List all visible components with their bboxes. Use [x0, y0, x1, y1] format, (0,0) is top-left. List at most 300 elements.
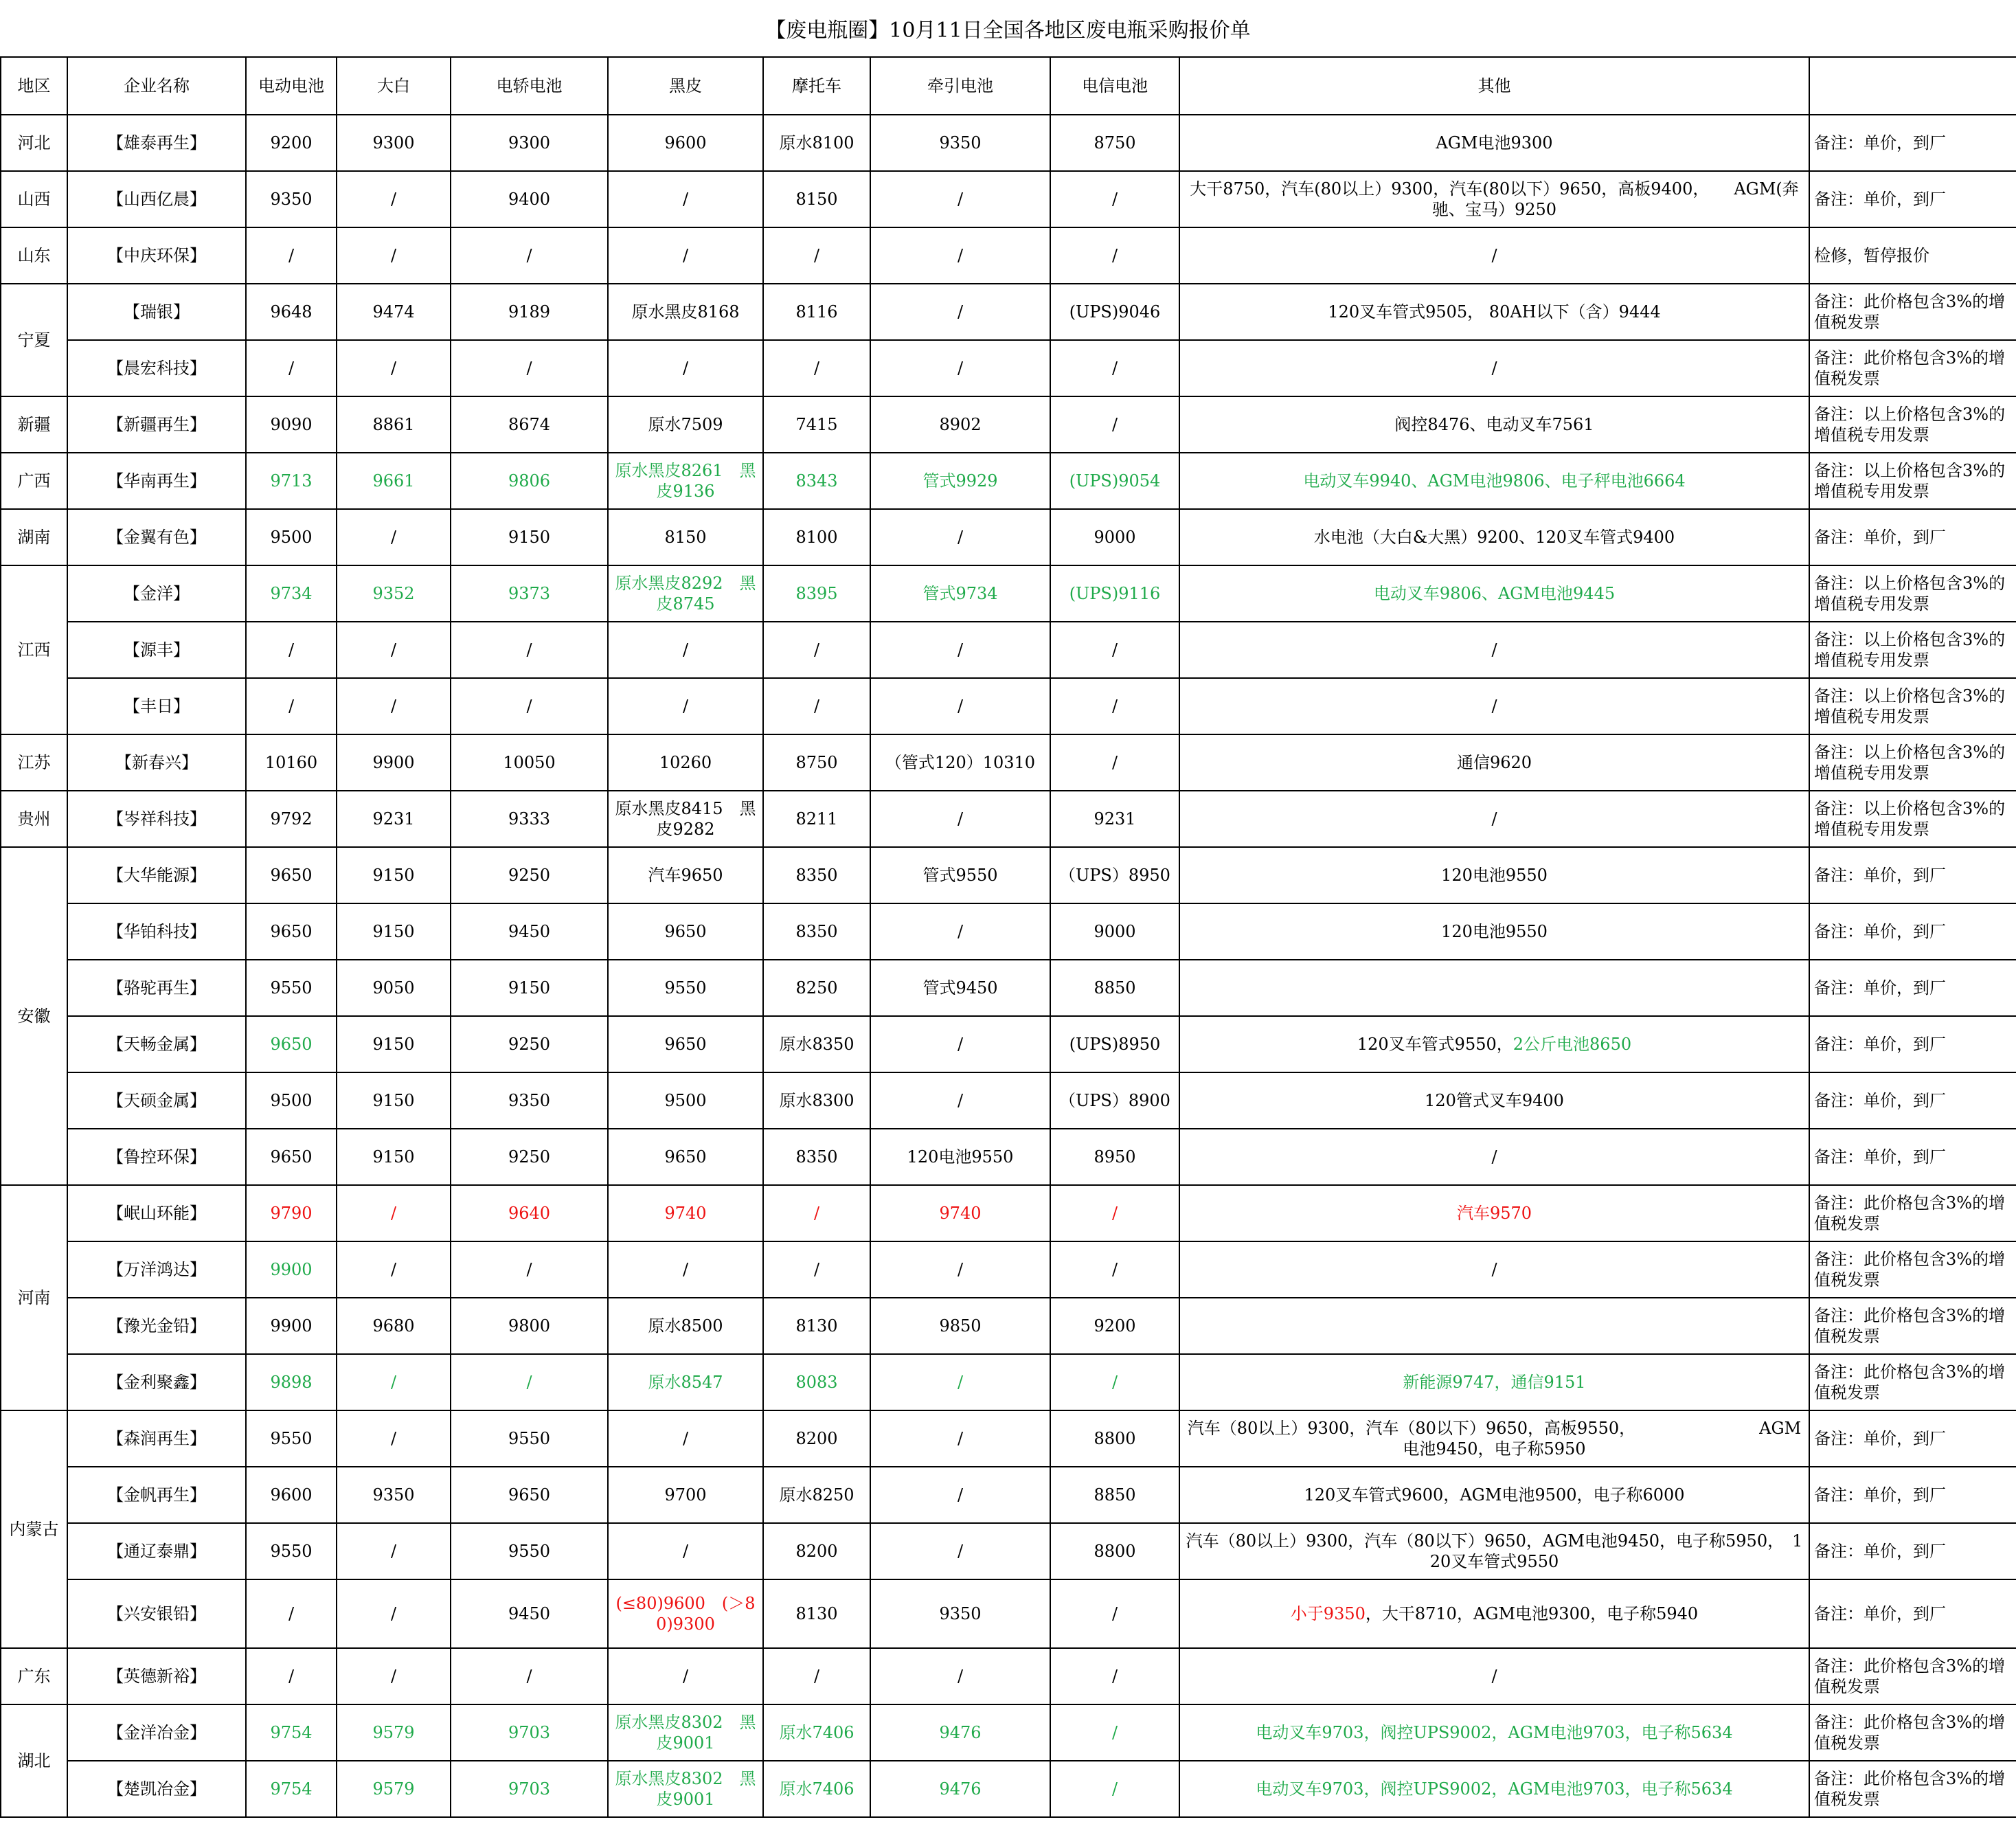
- note-cell: 备注：此价格包含3%的增值税发票: [1809, 1298, 2016, 1354]
- price-cell: 8130: [763, 1298, 870, 1354]
- price-cell: /: [1050, 678, 1179, 734]
- price-cell: /: [451, 1648, 608, 1704]
- price-cell: /: [1179, 678, 1809, 734]
- price-cell: 原水黑皮8302 黑皮9001: [608, 1704, 763, 1761]
- price-cell: /: [337, 1523, 451, 1579]
- price-cell: 通信9620: [1179, 734, 1809, 791]
- price-cell: /: [763, 1241, 870, 1298]
- price-cell: /: [451, 622, 608, 678]
- price-cell: 管式9550: [870, 847, 1050, 903]
- company-cell: 【楚凯冶金】: [67, 1761, 246, 1817]
- price-cell: 汽车（80以上）9300，汽车（80以下）9650，高板9550， AGM电池9450，电子称5950: [1179, 1410, 1809, 1467]
- table-row: [1, 1354, 2016, 1410]
- price-cell: 9300: [451, 115, 608, 171]
- price-cell: 8150: [763, 171, 870, 227]
- table-row: [1, 734, 2016, 791]
- price-cell: 原水8350: [763, 1016, 870, 1072]
- table-row: [1, 678, 2016, 734]
- price-cell: 8100: [763, 509, 870, 565]
- price-cell: 9150: [337, 1016, 451, 1072]
- company-cell: 【金利聚鑫】: [67, 1354, 246, 1410]
- price-cell: /: [763, 340, 870, 396]
- price-cell: 9900: [246, 1298, 337, 1354]
- price-cell: 8116: [763, 284, 870, 340]
- price-cell: /: [870, 284, 1050, 340]
- price-cell: 原水8547: [608, 1354, 763, 1410]
- price-cell: 9189: [451, 284, 608, 340]
- table-row: [1, 1704, 2016, 1761]
- price-cell: /: [1179, 227, 1809, 284]
- price-cell: /: [608, 340, 763, 396]
- price-cell: 9703: [451, 1704, 608, 1761]
- price-cell: /: [1050, 1579, 1179, 1648]
- price-cell: 9650: [608, 1016, 763, 1072]
- company-cell: 【新疆再生】: [67, 396, 246, 453]
- company-cell: 【天硕金属】: [67, 1072, 246, 1129]
- price-cell: 原水黑皮8261 黑皮9136: [608, 453, 763, 509]
- price-cell: 9713: [246, 453, 337, 509]
- price-cell: /: [870, 1410, 1050, 1467]
- price-cell: 8343: [763, 453, 870, 509]
- price-cell: /: [246, 1579, 337, 1648]
- price-cell: 8850: [1050, 1467, 1179, 1523]
- table-row: [1, 903, 2016, 960]
- note-cell: 备注：此价格包含3%的增值税发票: [1809, 1704, 2016, 1761]
- price-cell: 9000: [1050, 509, 1179, 565]
- note-cell: 备注：此价格包含3%的增值税发票: [1809, 284, 2016, 340]
- price-cell: 8083: [763, 1354, 870, 1410]
- price-cell: 电动叉车9806、AGM电池9445: [1179, 565, 1809, 622]
- price-cell: /: [870, 791, 1050, 847]
- price-cell: 9300: [337, 115, 451, 171]
- company-cell: 【金翼有色】: [67, 509, 246, 565]
- company-cell: 【岑祥科技】: [67, 791, 246, 847]
- price-cell: /: [870, 1072, 1050, 1129]
- price-cell: 120叉车管式9505， 80AH以下（含）9444: [1179, 284, 1809, 340]
- table-row: [1, 227, 2016, 284]
- price-cell: 汽车9650: [608, 847, 763, 903]
- price-cell: 9000: [1050, 903, 1179, 960]
- price-cell: 9250: [451, 1129, 608, 1185]
- price-cell: /: [870, 1648, 1050, 1704]
- table-row: [1, 1410, 2016, 1467]
- note-cell: 备注：单价，到厂: [1809, 903, 2016, 960]
- price-cell: 8395: [763, 565, 870, 622]
- price-cell: /: [337, 1579, 451, 1648]
- table-row: [1, 1648, 2016, 1704]
- price-cell: 120叉车管式9550，2公斤电池8650: [1179, 1016, 1809, 1072]
- header-cell: 大白: [337, 57, 451, 115]
- price-cell: 原水黑皮8168: [608, 284, 763, 340]
- price-cell: /: [246, 227, 337, 284]
- header-cell: 黑皮: [608, 57, 763, 115]
- price-cell: 9740: [870, 1185, 1050, 1241]
- company-cell: 【大华能源】: [67, 847, 246, 903]
- price-cell: /: [870, 1467, 1050, 1523]
- company-cell: 【山西亿晨】: [67, 171, 246, 227]
- price-cell: /: [451, 227, 608, 284]
- price-cell: （UPS）8950: [1050, 847, 1179, 903]
- table-row: [1, 396, 2016, 453]
- price-cell: /: [608, 1410, 763, 1467]
- company-cell: 【金洋】: [67, 565, 246, 622]
- price-cell: 7415: [763, 396, 870, 453]
- price-cell: /: [451, 1241, 608, 1298]
- price-cell: /: [451, 340, 608, 396]
- price-cell: 9898: [246, 1354, 337, 1410]
- region-cell: 河南: [1, 1185, 67, 1410]
- price-cell: 原水8300: [763, 1072, 870, 1129]
- price-cell: 9333: [451, 791, 608, 847]
- price-cell: 9700: [608, 1467, 763, 1523]
- price-cell: 8200: [763, 1410, 870, 1467]
- table-row: [1, 115, 2016, 171]
- price-cell: 9650: [246, 903, 337, 960]
- price-cell: /: [870, 622, 1050, 678]
- price-cell: 8350: [763, 903, 870, 960]
- price-cell: /: [1179, 1241, 1809, 1298]
- price-cell: /: [608, 171, 763, 227]
- price-cell: 9650: [608, 1129, 763, 1185]
- price-cell: 9850: [870, 1298, 1050, 1354]
- price-cell: 9350: [246, 171, 337, 227]
- header-cell: 牵引电池: [870, 57, 1050, 115]
- note-cell: 备注：单价，到厂: [1809, 1410, 2016, 1467]
- table-row: [1, 1467, 2016, 1523]
- price-cell: 9550: [246, 1410, 337, 1467]
- region-cell: 宁夏: [1, 284, 67, 396]
- note-cell: 备注：单价，到厂: [1809, 1579, 2016, 1648]
- price-cell: 电动叉车9940、AGM电池9806、电子秤电池6664: [1179, 453, 1809, 509]
- table-row: [1, 284, 2016, 340]
- price-cell: 9648: [246, 284, 337, 340]
- price-cell: /: [246, 1648, 337, 1704]
- price-cell: 9150: [337, 1129, 451, 1185]
- region-cell: 内蒙古: [1, 1410, 67, 1648]
- price-cell: 8350: [763, 1129, 870, 1185]
- price-cell: 原水7406: [763, 1761, 870, 1817]
- price-cell: /: [337, 678, 451, 734]
- price-cell: 9250: [451, 847, 608, 903]
- price-cell: /: [870, 171, 1050, 227]
- company-cell: 【丰日】: [67, 678, 246, 734]
- price-cell: /: [1050, 734, 1179, 791]
- table-row: [1, 565, 2016, 622]
- price-cell: 9352: [337, 565, 451, 622]
- price-cell: /: [608, 622, 763, 678]
- price-cell: 9150: [451, 509, 608, 565]
- price-cell: /: [870, 227, 1050, 284]
- price-cell: 10260: [608, 734, 763, 791]
- price-cell: 10160: [246, 734, 337, 791]
- sheet-title: 【废电瓶圈】10月11日全国各地区废电瓶采购报价单: [0, 0, 2016, 58]
- price-cell: /: [1050, 1648, 1179, 1704]
- price-cell: /: [870, 678, 1050, 734]
- price-cell: 9150: [337, 847, 451, 903]
- price-cell: 9150: [451, 960, 608, 1016]
- region-cell: 新疆: [1, 396, 67, 453]
- company-cell: 【英德新裕】: [67, 1648, 246, 1704]
- price-cell: 汽车（80以上）9300，汽车（80以下）9650，AGM电池9450，电子称5950， 120叉车管式9550: [1179, 1523, 1809, 1579]
- price-cell: /: [1050, 1704, 1179, 1761]
- note-cell: 备注：单价，到厂: [1809, 171, 2016, 227]
- price-cell: 原水黑皮8302 黑皮9001: [608, 1761, 763, 1817]
- table-row: [1, 453, 2016, 509]
- price-cell: [1179, 1298, 1809, 1354]
- price-cell: (UPS)8950: [1050, 1016, 1179, 1072]
- note-cell: 备注：此价格包含3%的增值税发票: [1809, 1185, 2016, 1241]
- price-cell: 9476: [870, 1761, 1050, 1817]
- price-cell: 9476: [870, 1704, 1050, 1761]
- price-cell: /: [1050, 227, 1179, 284]
- price-cell: 9090: [246, 396, 337, 453]
- table-row: [1, 1761, 2016, 1817]
- price-cell: /: [1179, 622, 1809, 678]
- company-cell: 【瑞银】: [67, 284, 246, 340]
- price-cell: /: [870, 1523, 1050, 1579]
- price-cell: 8350: [763, 847, 870, 903]
- price-cell: 120管式叉车9400: [1179, 1072, 1809, 1129]
- price-cell: 管式9450: [870, 960, 1050, 1016]
- region-cell: 河北: [1, 115, 67, 171]
- table-row: [1, 960, 2016, 1016]
- price-cell: /: [1050, 1185, 1179, 1241]
- header-cell: 电动电池: [246, 57, 337, 115]
- price-cell: 管式9734: [870, 565, 1050, 622]
- note-cell: 备注：单价，到厂: [1809, 847, 2016, 903]
- price-cell: 9579: [337, 1704, 451, 1761]
- price-cell: (UPS)9054: [1050, 453, 1179, 509]
- price-cell: /: [1050, 171, 1179, 227]
- company-cell: 【中庆环保】: [67, 227, 246, 284]
- table-row: [1, 340, 2016, 396]
- note-cell: 备注：单价，到厂: [1809, 509, 2016, 565]
- company-cell: 【兴安银铅】: [67, 1579, 246, 1648]
- price-cell: 9650: [451, 1467, 608, 1523]
- price-cell: 9740: [608, 1185, 763, 1241]
- price-cell: /: [246, 622, 337, 678]
- price-cell: 9350: [870, 115, 1050, 171]
- price-cell: 9500: [246, 1072, 337, 1129]
- price-cell: /: [1050, 1354, 1179, 1410]
- price-cell: /: [870, 1354, 1050, 1410]
- company-cell: 【金帆再生】: [67, 1467, 246, 1523]
- price-cell: 9754: [246, 1704, 337, 1761]
- price-cell: /: [1050, 396, 1179, 453]
- price-cell: 大干8750，汽车(80以上）9300，汽车(80以下）9650，高板9400， AGM(奔驰、宝马）9250: [1179, 171, 1809, 227]
- price-cell: 水电池（大白&大黑）9200、120叉车管式9400: [1179, 509, 1809, 565]
- price-cell: 9200: [246, 115, 337, 171]
- price-cell: /: [1050, 1761, 1179, 1817]
- price-cell: 9373: [451, 565, 608, 622]
- price-cell: 120叉车管式9600，AGM电池9500，电子称6000: [1179, 1467, 1809, 1523]
- price-cell: /: [1179, 1648, 1809, 1704]
- price-cell: 9640: [451, 1185, 608, 1241]
- company-cell: 【鲁控环保】: [67, 1129, 246, 1185]
- price-cell: 9550: [246, 1523, 337, 1579]
- price-cell: /: [870, 1016, 1050, 1072]
- price-cell: /: [608, 227, 763, 284]
- price-cell: 10050: [451, 734, 608, 791]
- note-cell: 备注：此价格包含3%的增值税发票: [1809, 1354, 2016, 1410]
- price-cell: 9900: [246, 1241, 337, 1298]
- region-cell: 山东: [1, 227, 67, 284]
- price-cell: 9050: [337, 960, 451, 1016]
- region-cell: 江西: [1, 565, 67, 734]
- price-cell: 8950: [1050, 1129, 1179, 1185]
- price-cell: 9790: [246, 1185, 337, 1241]
- price-cell: 9579: [337, 1761, 451, 1817]
- table-row: [1, 509, 2016, 565]
- company-cell: 【森润再生】: [67, 1410, 246, 1467]
- company-cell: 【雄泰再生】: [67, 115, 246, 171]
- company-cell: 【通辽泰鼎】: [67, 1523, 246, 1579]
- note-cell: 备注：以上价格包含3%的增值税专用发票: [1809, 565, 2016, 622]
- note-cell: 备注：此价格包含3%的增值税发票: [1809, 1761, 2016, 1817]
- note-cell: 备注：单价，到厂: [1809, 1072, 2016, 1129]
- note-cell: 备注：单价，到厂: [1809, 960, 2016, 1016]
- region-cell: 广西: [1, 453, 67, 509]
- price-cell: 8902: [870, 396, 1050, 453]
- region-cell: 安徽: [1, 847, 67, 1185]
- price-cell: /: [337, 1241, 451, 1298]
- price-cell: 9500: [246, 509, 337, 565]
- header-row: [1, 57, 2016, 115]
- price-cell: /: [337, 227, 451, 284]
- price-cell: 9400: [451, 171, 608, 227]
- price-cell: 9150: [337, 1072, 451, 1129]
- price-cell: 9350: [337, 1467, 451, 1523]
- price-cell: 9900: [337, 734, 451, 791]
- price-cell: 9650: [246, 847, 337, 903]
- header-cell: 电信电池: [1050, 57, 1179, 115]
- note-cell: 备注：以上价格包含3%的增值税专用发票: [1809, 734, 2016, 791]
- price-cell: 9350: [451, 1072, 608, 1129]
- price-cell: 8250: [763, 960, 870, 1016]
- price-cell: /: [870, 340, 1050, 396]
- price-cell: /: [246, 340, 337, 396]
- header-cell: 摩托车: [763, 57, 870, 115]
- price-cell: 9500: [608, 1072, 763, 1129]
- price-cell: （UPS）8900: [1050, 1072, 1179, 1129]
- price-cell: 9800: [451, 1298, 608, 1354]
- price-cell: 8150: [608, 509, 763, 565]
- table-row: [1, 622, 2016, 678]
- table-row: [1, 1523, 2016, 1579]
- note-cell: 备注：单价，到厂: [1809, 1016, 2016, 1072]
- price-cell: /: [337, 622, 451, 678]
- price-cell: 9450: [451, 1579, 608, 1648]
- price-cell: 9754: [246, 1761, 337, 1817]
- price-cell: 9550: [608, 960, 763, 1016]
- price-cell: /: [246, 678, 337, 734]
- highlight-text: 小于9350: [1290, 1604, 1366, 1623]
- region-cell: 广东: [1, 1648, 67, 1704]
- price-cell: 新能源9747，通信9151: [1179, 1354, 1809, 1410]
- price-cell: /: [608, 1648, 763, 1704]
- company-cell: 【晨宏科技】: [67, 340, 246, 396]
- price-cell: AGM电池9300: [1179, 115, 1809, 171]
- price-cell: /: [1050, 622, 1179, 678]
- price-cell: 9661: [337, 453, 451, 509]
- price-cell: /: [763, 1185, 870, 1241]
- price-cell: /: [451, 1354, 608, 1410]
- price-cell: 9250: [451, 1016, 608, 1072]
- price-cell: 9150: [337, 903, 451, 960]
- price-cell: /: [870, 1241, 1050, 1298]
- price-cell: /: [763, 227, 870, 284]
- table-row: [1, 1579, 2016, 1648]
- price-table: [0, 56, 2016, 1818]
- region-cell: 山西: [1, 171, 67, 227]
- note-cell: 备注：单价，到厂: [1809, 115, 2016, 171]
- price-cell: 9550: [246, 960, 337, 1016]
- price-cell: /: [1050, 340, 1179, 396]
- price-cell: 原水8250: [763, 1467, 870, 1523]
- price-cell: 8674: [451, 396, 608, 453]
- price-cell: /: [1050, 1241, 1179, 1298]
- price-cell: /: [763, 1648, 870, 1704]
- price-cell: 9703: [451, 1761, 608, 1817]
- price-cell: /: [1179, 1129, 1809, 1185]
- region-cell: 江苏: [1, 734, 67, 791]
- price-cell: 9200: [1050, 1298, 1179, 1354]
- price-cell: 原水7406: [763, 1704, 870, 1761]
- price-cell: 电动叉车9703，阀控UPS9002，AGM电池9703，电子称5634: [1179, 1704, 1809, 1761]
- price-cell: 9600: [608, 115, 763, 171]
- note-cell: 备注：单价，到厂: [1809, 1129, 2016, 1185]
- company-cell: 【天畅金属】: [67, 1016, 246, 1072]
- note-cell: 备注：此价格包含3%的增值税发票: [1809, 340, 2016, 396]
- header-cell: 电轿电池: [451, 57, 608, 115]
- price-cell: (UPS)9116: [1050, 565, 1179, 622]
- price-cell: 8861: [337, 396, 451, 453]
- table-row: [1, 847, 2016, 903]
- table-row: [1, 1241, 2016, 1298]
- note-cell: 备注：此价格包含3%的增值税发票: [1809, 1648, 2016, 1704]
- price-cell: /: [337, 509, 451, 565]
- price-cell: 9550: [451, 1523, 608, 1579]
- price-cell: 120电池9550: [1179, 847, 1809, 903]
- price-cell: (UPS)9046: [1050, 284, 1179, 340]
- price-cell: /: [608, 678, 763, 734]
- price-cell: 9734: [246, 565, 337, 622]
- price-cell: 8200: [763, 1523, 870, 1579]
- price-cell: 原水8500: [608, 1298, 763, 1354]
- region-cell: 湖北: [1, 1704, 67, 1817]
- highlight-text: 2公斤电池8650: [1513, 1035, 1632, 1054]
- table-row: [1, 1016, 2016, 1072]
- price-cell: 8800: [1050, 1410, 1179, 1467]
- price-cell: 电动叉车9703，阀控UPS9002，AGM电池9703，电子称5634: [1179, 1761, 1809, 1817]
- header-cell: [1809, 57, 2016, 115]
- price-cell: 9806: [451, 453, 608, 509]
- price-cell: 9650: [608, 903, 763, 960]
- price-cell: /: [337, 1185, 451, 1241]
- price-cell: /: [763, 622, 870, 678]
- price-cell: 9600: [246, 1467, 337, 1523]
- price-cell: （管式120）10310: [870, 734, 1050, 791]
- price-cell: 8800: [1050, 1523, 1179, 1579]
- price-cell: 9680: [337, 1298, 451, 1354]
- header-cell: 其他: [1179, 57, 1809, 115]
- price-cell: 8750: [763, 734, 870, 791]
- price-cell: /: [451, 678, 608, 734]
- price-cell: /: [337, 1410, 451, 1467]
- price-cell: 9650: [246, 1016, 337, 1072]
- price-cell: 9450: [451, 903, 608, 960]
- price-cell: 汽车9570: [1179, 1185, 1809, 1241]
